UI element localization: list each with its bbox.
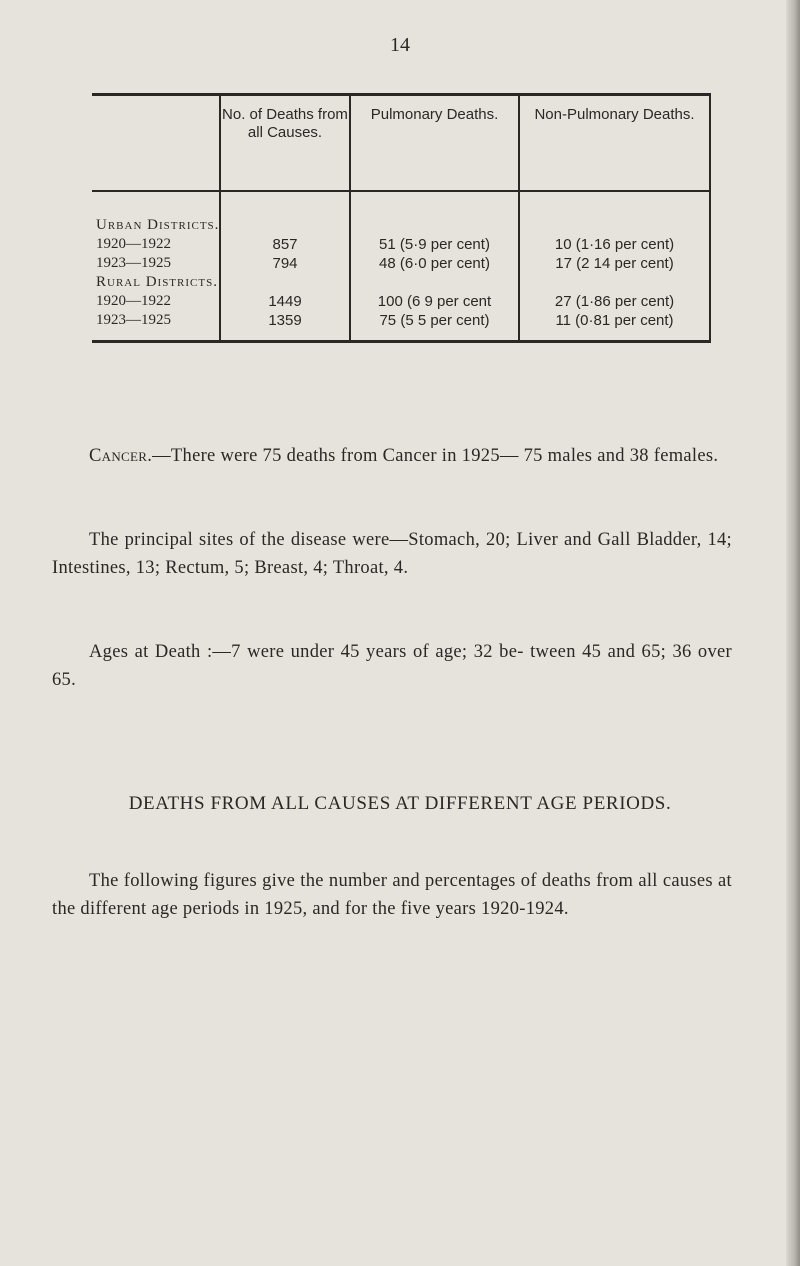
pulmonary-cell: 51 (5·9 per cent) xyxy=(350,235,519,254)
page-edge xyxy=(786,0,800,1266)
period-cell: 1920—1922 xyxy=(96,292,171,309)
cancer-label: Cancer. xyxy=(89,446,153,466)
table-row xyxy=(92,311,710,342)
non-pulmonary-cell: 11 (0·81 per cent) xyxy=(519,311,710,342)
all-causes-cell: 857 xyxy=(220,235,350,254)
section-title-row xyxy=(92,191,710,235)
header-blank xyxy=(92,95,220,191)
period-cell: 1920—1922 xyxy=(96,235,171,252)
section-title-row xyxy=(92,273,710,292)
following-paragraph: The following figures give the number and percentages of deaths from all causes at the different age periods in 1925, and for the five years 1920-1924. xyxy=(52,871,732,919)
cancer-paragraph xyxy=(52,442,732,470)
header-all-causes: No. of Deaths from all Causes. xyxy=(220,95,350,191)
page-number: 14 xyxy=(390,34,410,56)
non-pulmonary-cell: 27 (1·86 per cent) xyxy=(519,292,710,311)
all-causes-cell: 1359 xyxy=(220,311,350,342)
non-pulmonary-cell: 17 (2 14 per cent) xyxy=(519,254,710,273)
period-cell: 1923—1925 xyxy=(96,254,171,271)
section-heading: DEATHS FROM ALL CAUSES AT DIFFERENT AGE PERIODS. xyxy=(128,793,672,814)
table-row xyxy=(92,235,710,254)
pulmonary-cell: 75 (5 5 per cent) xyxy=(350,311,519,342)
section-title-urban: Urban Districts. xyxy=(96,216,220,233)
non-pulmonary-cell: 10 (1·16 per cent) xyxy=(519,235,710,254)
sites-paragraph: The principal sites of the disease were—Stomach, 20; Liver and Gall Bladder, 14; Intestines, 13; Rectum, 5; Breast, 4; Throat, 4. xyxy=(52,530,732,578)
ages-paragraph: Ages at Death :—7 were under 45 years of age; 32 be- tween 45 and 65; 36 over 65. xyxy=(52,642,732,690)
table-row xyxy=(92,292,710,311)
period-cell: 1923—1925 xyxy=(92,311,220,342)
header-pulmonary: Pulmonary Deaths. xyxy=(350,95,519,191)
cancer-text: —There were 75 deaths from Cancer in 1925— 75 males and 38 females. xyxy=(152,446,719,466)
section-title-rural: Rural Districts. xyxy=(96,273,218,290)
deaths-table xyxy=(92,93,711,343)
pulmonary-cell: 100 (6 9 per cent xyxy=(350,292,519,311)
pulmonary-cell: 48 (6·0 per cent) xyxy=(350,254,519,273)
table-header-row xyxy=(92,95,710,191)
header-non-pulmonary: Non-Pulmonary Deaths. xyxy=(519,95,710,191)
table-row xyxy=(92,254,710,273)
all-causes-cell: 1449 xyxy=(220,292,350,311)
all-causes-cell: 794 xyxy=(220,254,350,273)
